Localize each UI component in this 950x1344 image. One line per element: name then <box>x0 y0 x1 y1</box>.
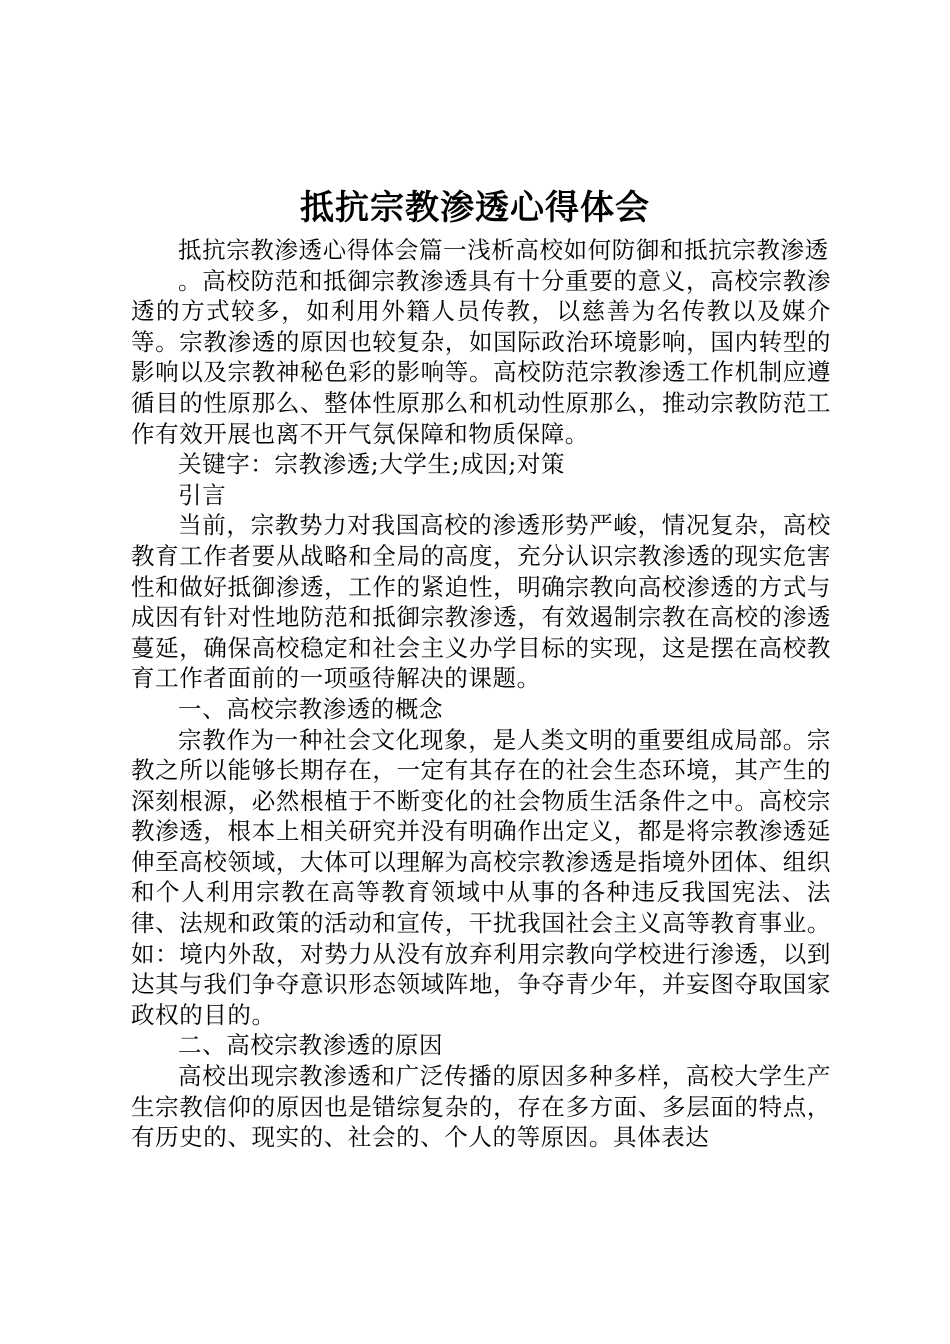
paragraph-introduction: 当前，宗教势力对我国高校的渗透形势严峻，情况复杂，高校教育工作者要从战略和全局的高度，充分认识宗教渗透的现实危害性和做好抵御渗透，工作的紧迫性，明确宗教向高校渗透的方式与成因有针对性地防范和抵御宗教渗透，有效遏制宗教在高校的渗透蔓延，确保高校稳定和社会主义办学目标的实现，这是摆在高校教育工作者面前的一项亟待解决的课题。 <box>131 511 831 693</box>
section-heading-causes: 二、高校宗教渗透的原因 <box>178 1031 444 1060</box>
document-title: 抵抗宗教渗透心得体会 <box>300 188 650 228</box>
section-heading-concept: 一、高校宗教渗透的概念 <box>178 694 444 723</box>
paragraph-causes: 高校出现宗教渗透和广泛传播的原因多种多样，高校大学生产生宗教信仰的原因也是错综复杂的，存在多方面、多层面的特点，有历史的、现实的、社会的、个人的等原因。具体表达 <box>131 1062 831 1152</box>
document-body <box>131 235 831 1153</box>
section-heading-introduction: 引言 <box>178 480 227 509</box>
paragraph-abstract: 。高校防范和抵御宗教渗透具有十分重要的意义，高校宗教渗透的方式较多，如利用外籍人员传教，以慈善为名传教以及媒介等。宗教渗透的原因也较复杂，如国际政治环境影响，国内转型的影响以及宗教神秘色彩的影响等。高校防范宗教渗透工作机制应遵循目的性原那么、整体性原那么和机动性原那么，推动宗教防范工作有效开展也离不开气氛保障和物质保障。 <box>131 266 831 448</box>
paragraph-concept: 宗教作为一种社会文化现象，是人类文明的重要组成局部。宗教之所以能够长期存在，一定有其存在的社会生态环境，其产生的深刻根源，必然根植于不断变化的社会物质生活条件之中。高校宗教渗透，根本上相关研究并没有明确作出定义，都是将宗教渗透延伸至高校领域，大体可以理解为高校宗教渗透是指境外团体、组织和个人利用宗教在高等教育领域中从事的各种违反我国宪法、法律、法规和政策的活动和宣传，干扰我国社会主义高等教育事业。如：境内外敌，对势力从没有放弃利用宗教向学校进行渗透，以到达其与我们争夺意识形态领域阵地，争夺青少年，并妄图夺取国家政权的目的。 <box>131 725 831 1029</box>
paragraph-keywords: 关键字：宗教渗透;大学生;成因;对策 <box>178 450 566 479</box>
paragraph-heading-line: 抵抗宗教渗透心得体会篇一浅析高校如何防御和抵抗宗教渗透 <box>178 236 829 264</box>
